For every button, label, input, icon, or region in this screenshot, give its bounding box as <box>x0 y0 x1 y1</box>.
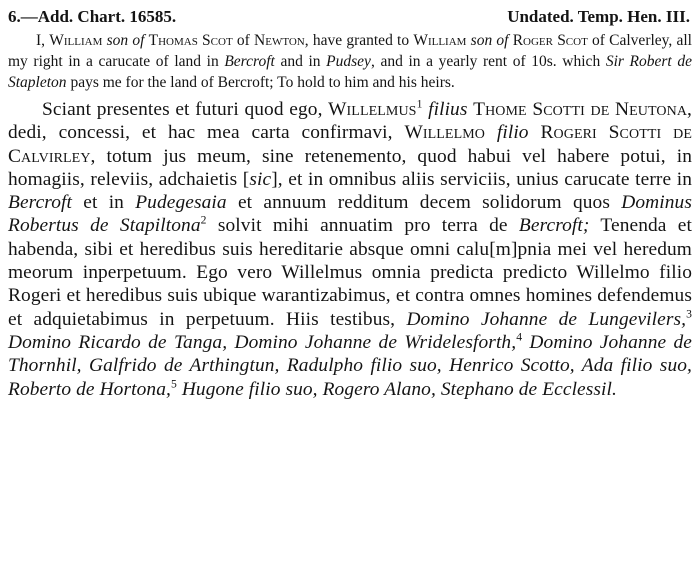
text-run: , totum jus meum, sine retenemento, quod habui vel habere potui, in homagiis, releviis, adchaietis [ <box>8 145 692 190</box>
text-run: Domino Johanne de Thornhil, Galfrido de Arthingtun, Radulpho filio suo, Henrico Scotto, Ada filio suo, Roberto de Hortona, <box>8 331 693 400</box>
charter-header <box>8 6 692 28</box>
text-run: William <box>413 32 467 49</box>
text-run: Thomas Scot <box>148 32 233 49</box>
text-run: Rogeri Scotti de Calvirley <box>8 122 692 167</box>
footnote-mark: 1 <box>416 97 423 111</box>
text-run: Willelmo <box>404 122 485 144</box>
text-run: Domino Ricardo de Tanga, Domino Johanne de Wridelesforth, <box>8 331 517 353</box>
text-run: sic <box>249 168 272 190</box>
text-run: et annuum redditum decem solidorum quos <box>226 192 622 214</box>
footnote-mark: 3 <box>686 307 692 321</box>
text-run: William <box>49 32 103 49</box>
text-run: Roger Scot <box>512 32 588 49</box>
charter-date: Undated. Temp. Hen. III. <box>507 7 690 26</box>
text-run: et in <box>71 192 136 214</box>
text-run: Hugone filio suo, Rogero Alano, Stephano de Ecclessil. <box>181 378 617 400</box>
text-run: Thome Scotti de Neutona <box>473 99 688 120</box>
text-run: Bercroft <box>8 192 72 214</box>
text-run: of Calverley, all my right in a carucate of land in <box>8 32 692 70</box>
text-run: filius <box>428 99 468 120</box>
text-run: Tenenda et habenda, sibi et heredibus suis hereditarie absque omni calu[m]pnia mei vel heredum meorum inperpetuum. Ego vero Willelmus omnia predicta predicto Willelmo filio Rogeri et heredibus suis ubique warantizabimus, et contra omnes homines defendemus et adquietabimus in perpetuum. Hiis testibus, <box>8 215 693 330</box>
text-run: Bercroft <box>224 53 275 70</box>
text-run: Bercroft; <box>518 215 590 237</box>
text-run: solvit mihi annuatim pro terra de <box>206 215 519 237</box>
text-run: Newton <box>254 32 305 49</box>
latin-charter-text <box>8 98 692 401</box>
text-run: Sir Robert de Stapleton <box>8 53 692 91</box>
charter-reference: 6.—Add. Chart. 16585. <box>8 7 177 26</box>
text-run: Pudegesaia <box>135 192 227 214</box>
text-run: , dedi, concessi, et hac mea carta confirmavi, <box>8 99 692 144</box>
english-summary <box>8 30 692 93</box>
text-run: of <box>232 32 255 49</box>
text-run: filio <box>496 122 529 144</box>
text-run: , and in a yearly rent of 10s. which <box>370 53 606 70</box>
footnote-mark: 5 <box>170 377 177 391</box>
text-run: son of <box>470 32 509 49</box>
text-run: Willelmus <box>328 99 417 120</box>
text-run: Domino Johanne de Lungevilers, <box>406 308 687 330</box>
footnote-mark: 4 <box>516 330 523 344</box>
text-run: , have granted to <box>304 32 414 49</box>
text-run <box>529 122 541 143</box>
text-run: ], et in omnibus aliis serviciis, unius carucate terre in <box>271 168 692 190</box>
text-run <box>485 122 497 143</box>
text-run: pays me for the land of Bercroft; To hold to him and his heirs. <box>66 74 455 91</box>
text-run: and in <box>274 53 327 70</box>
text-run: Dominus Robertus de Stapiltona <box>8 192 692 237</box>
footnote-mark: 2 <box>200 214 207 228</box>
text-run: Pudsey <box>326 53 371 70</box>
text-run: Sciant presentes et futuri quod ego, <box>42 99 329 120</box>
text-run: son of <box>106 32 145 49</box>
text-run: I, <box>36 32 50 49</box>
